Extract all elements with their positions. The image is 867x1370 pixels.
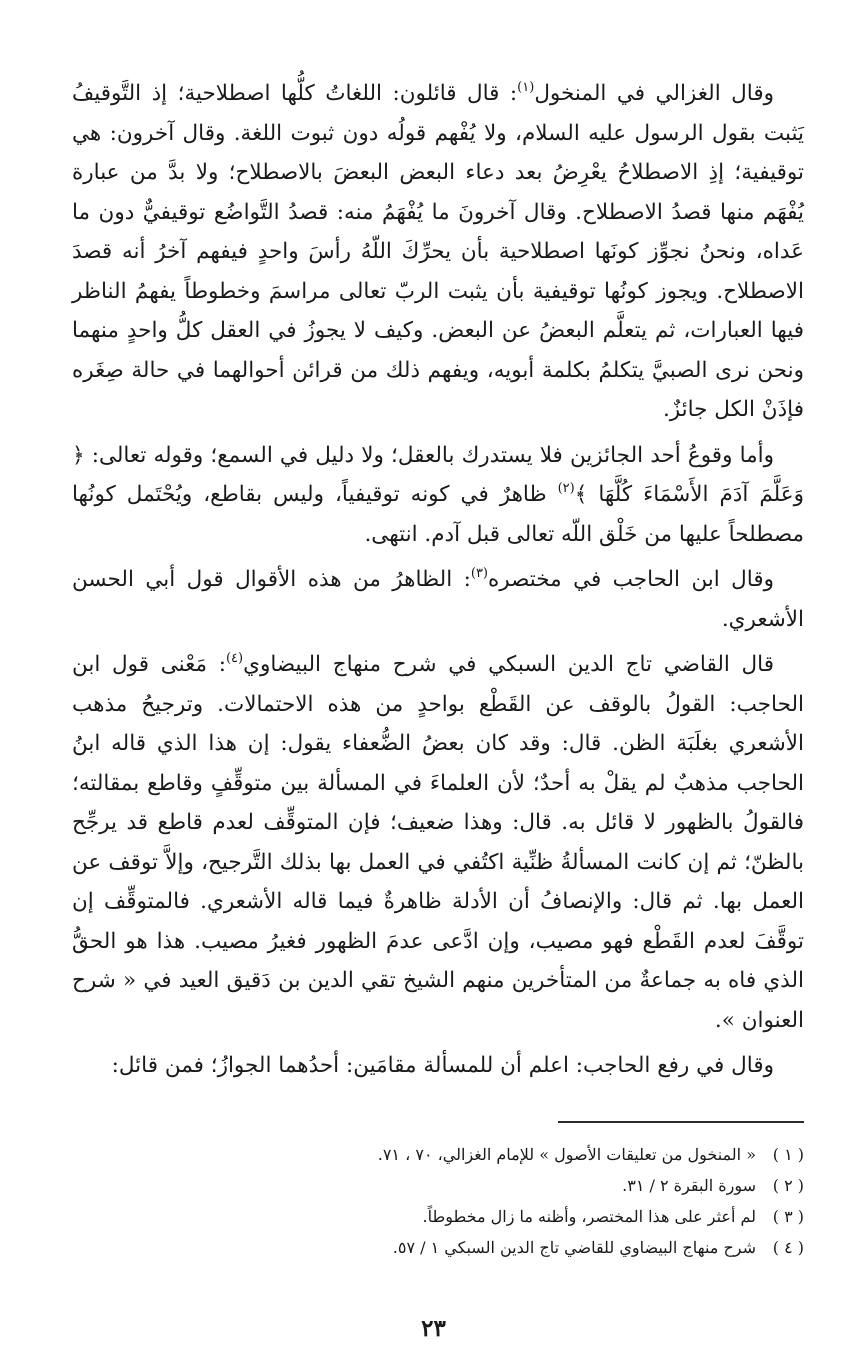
footnote-number: ( ٢ ) (772, 1176, 804, 1195)
paragraph-subki (72, 645, 804, 1040)
footnote-text: شرح منهاج البيضاوي للقاضي تاج الدين السبكي ١ / ٥٧. (392, 1238, 756, 1257)
paragraph-text: وقال ابن الحاجب في مختصره (488, 567, 775, 592)
footnotes (120, 1139, 804, 1263)
footnote-ref: (٣) (470, 566, 488, 581)
paragraph-ghazali-quote (72, 74, 804, 430)
paragraph-text: وقال الغزالي في المنخول (534, 81, 774, 106)
page-number: ٢٣ (421, 1315, 446, 1342)
paragraph-text: وأما وقوعُ أحد الجائزين فلا يستدرك بالعقل؛ ولا دليل في السمع؛ وقوله تعالى: ﴿ وَعَلَّمَ آدَمَ الأَسْمَاءَ كُلَّهَا ﴾ (72, 442, 804, 507)
footnote-item (120, 1170, 804, 1201)
paragraph-ibn-hajib (72, 560, 804, 639)
paragraph-occurrence (72, 436, 804, 555)
footnote-item (120, 1232, 804, 1263)
footnote-ref: (٤) (225, 651, 244, 666)
footnote-text: سورة البقرة ٢ / ٣١. (622, 1176, 756, 1195)
footnote-text: لم أعثر على هذا المختصر، وأظنه ما زال مخطوطاً. (422, 1207, 756, 1226)
footnote-item (120, 1139, 804, 1170)
paragraph-text: قال القاضي تاج الدين السبكي في شرح منهاج البيضاوي (243, 652, 775, 677)
footnote-number: ( ١ ) (772, 1145, 804, 1164)
paragraph-text: : قال قائلون: اللغاتُ كلُّها اصطلاحية؛ إذ التَّوقيفُ يَثبت بقول الرسول عليه السلام، ولا يُفْهم قولُه دون ثبوت اللغة. وقال آخرون: هي توقيفية؛ إذِ الاصطلاحُ يعْرِضُ بعد دعاء البعض البعضَ بالاصطلاح؛ ولا بدَّ من عبارة يُفْهَم منها قصدُ الاصطلاح. وقال آخرونَ ما يُفْهَمُ منه: قصدُ التَّواضُع توقيفيٌّ دون ما عَداه، ونحنُ نجوِّز كونَها اصطلاحية بأن يحرِّكَ اللّهُ رأسَ واحدٍ فيفهم آخرُ أنه قصدَ الاصطلاح. ويجوز كونُها توقيفية بأن يثبت الربّ تعالى مراسمَ وخطوطاً يفهمُ الناظر فيها العبارات، ثم يتعلَّم البعضُ عن البعض. وكيف لا يجوزُ في العقل كلُّ واحدٍ منهما ونحن نرى الصبيَّ يتكلمُ بكلمة أبويه، ويفهم ذلك من قرائن أحوالهما في حالة صِغَره فإذَنْ الكل جائزٌ. (72, 81, 804, 422)
paragraph-text: : الظاهرُ من هذه الأقوال قول أبي الحسن الأشعري. (72, 567, 804, 632)
paragraph-text: ظاهرٌ في كونه توقيفياً، وليس بقاطع، ويُحْتَمل كونُها مصطلحاً عليها من خَلْق اللّه تعالى قبل آدم. انتهى. (72, 482, 804, 547)
footnote-ref: (١) (517, 80, 535, 95)
footnote-ref: (٢) (557, 481, 575, 496)
footnote-text: « المنخول من تعليقات الأصول » للإمام الغزالي، ٧٠ ، ٧١. (377, 1145, 756, 1164)
footnote-item (120, 1201, 804, 1232)
paragraph-text: : مَعْنى قول ابن الحاجب: القولُ بالوقف عن القَطْع بواحدٍ من هذه الاحتمالات. وترجيحُ مذهب الأشعري بغلَبَة الظن. قال: وقد كان بعضُ الضُّعفاء يقول: إن هذا الذي قاله ابنُ الحاجب مذهبٌ لم يقلْ به أحدٌ؛ لأن العلماءَ في المسألة بين متوقِّفٍ وقاطع بمقالته؛ فالقولُ بالظهور لا قائل به. قال: وهذا ضعيف؛ فإن المتوقِّف لعدم قاطع قد يرجِّح بالظنّ؛ ثم إن كانت المسألةُ ظنِّية اكتُفي في العمل بها بذلك التَّرجيح، وإلاَّ توقف عن العمل بها. ثم قال: والإنصافُ أن الأدلة ظاهرةٌ فيما قاله الأشعري. فالمتوقِّف إن توقَّفَ لعدم القَطْع فهو مصيب، وإن ادَّعى عدمَ الظهور فغيرُ مصيب. هذا هو الحقُّ الذي فاه به جماعةٌ من المتأخرين منهم الشيخ تقي الدين بن دَقيق العيد في « شرح العنوان ». (72, 652, 804, 1033)
paragraph-raf-hajib: وقال في رفع الحاجب: اعلم أن للمسألة مقامَين: أحدُهما الجوازُ؛ فمن قائل: (111, 1053, 774, 1078)
page-body (72, 74, 804, 1090)
footnote-number: ( ٣ ) (772, 1207, 804, 1226)
footnote-number: ( ٤ ) (772, 1238, 804, 1257)
footnote-divider (558, 1121, 804, 1123)
